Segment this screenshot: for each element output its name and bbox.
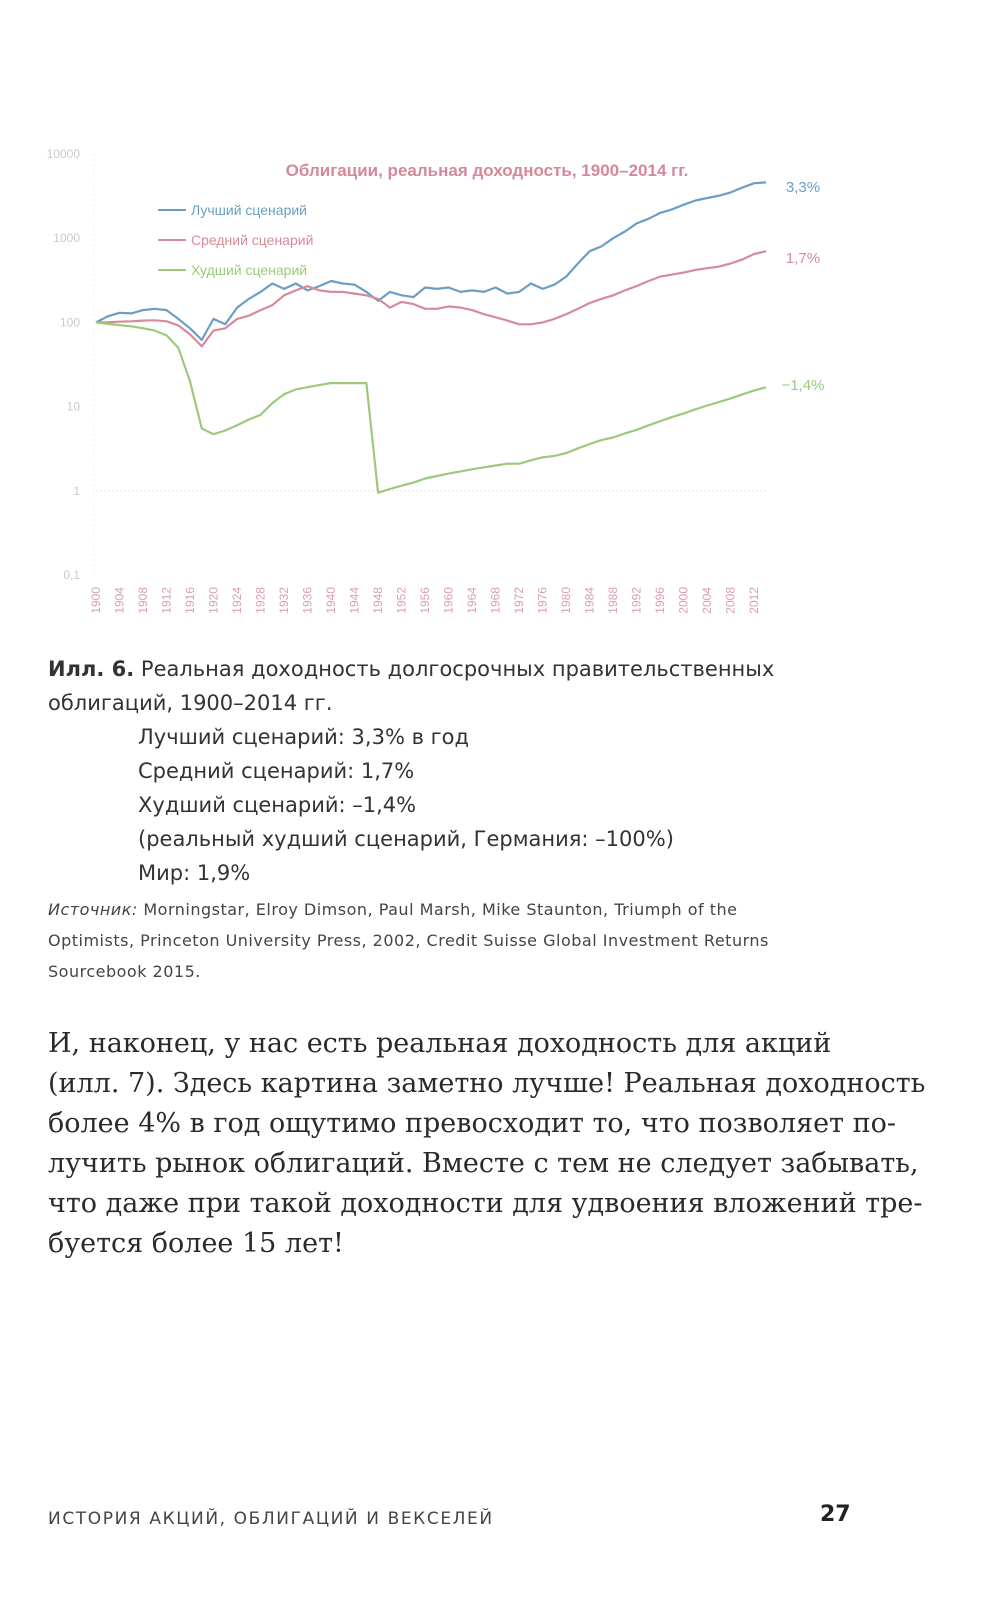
series-end-label: 3,3% xyxy=(785,179,821,196)
x-tick-label: 1952 xyxy=(394,587,409,614)
x-tick-label: 1940 xyxy=(324,587,339,614)
x-tick-label: 1912 xyxy=(159,587,174,614)
x-tick-label: 1956 xyxy=(418,587,433,614)
x-tick-label: 1968 xyxy=(488,587,503,614)
body-line: лучить рынок облигаций. Вместе с тем не следует забывать, xyxy=(48,1148,919,1179)
x-tick-label: 1904 xyxy=(112,587,127,614)
y-tick-label: 1 xyxy=(73,483,80,498)
figure-title-line1: Реальная доходность долгосрочных правительственных xyxy=(140,657,775,681)
legend-label: Худший сценарий xyxy=(191,262,308,278)
x-tick-label: 1916 xyxy=(183,587,198,614)
caption-line: (реальный худший сценарий, Германия: –100%) xyxy=(138,827,674,851)
caption-line: Средний сценарий: 1,7% xyxy=(138,759,415,783)
caption-line: Лучший сценарий: 3,3% в год xyxy=(138,725,470,749)
chart-legend xyxy=(158,202,313,278)
body-line: более 4% в год ощутимо превосходит то, что позволяет по- xyxy=(48,1108,896,1139)
x-tick-label: 2004 xyxy=(700,587,715,614)
body-line: И, наконец, у нас есть реальная доходность для акций xyxy=(48,1028,832,1059)
source-label: Источник: xyxy=(48,900,138,919)
x-tick-label: 2012 xyxy=(747,587,762,614)
x-tick-label: 1964 xyxy=(465,587,480,614)
x-tick-label: 1972 xyxy=(512,587,527,614)
bond-returns-chart xyxy=(0,0,1000,640)
y-tick-label: 10 xyxy=(66,399,80,414)
series-end-label: 1,7% xyxy=(785,250,821,267)
body-line: (илл. 7). Здесь картина заметно лучше! Реальная доходность xyxy=(48,1068,926,1099)
page-number: 27 xyxy=(820,1502,851,1527)
series-end-labels xyxy=(782,179,825,394)
x-tick-label: 1944 xyxy=(347,587,362,614)
chart-series xyxy=(96,182,766,492)
y-tick-label: 100 xyxy=(59,315,80,330)
y-tick-label: 1000 xyxy=(53,231,80,246)
y-tick-label: 10000 xyxy=(46,147,80,161)
series-end-label: −1,4% xyxy=(781,377,825,394)
body-line: буется более 15 лет! xyxy=(48,1228,344,1259)
source-line2: Optimists, Princeton University Press, 2002, Credit Suisse Global Investment Returns xyxy=(48,931,769,950)
x-tick-label: 1988 xyxy=(606,587,621,614)
legend-label: Лучший сценарий xyxy=(191,202,307,218)
running-title: ИСТОРИЯ АКЦИЙ, ОБЛИГАЦИЙ И ВЕКСЕЛЕЙ xyxy=(48,1509,494,1529)
x-tick-label: 1908 xyxy=(136,587,151,614)
x-tick-label: 1920 xyxy=(206,587,221,614)
body-paragraph xyxy=(48,1024,926,1264)
x-axis-ticks xyxy=(89,587,761,614)
x-tick-label: 1976 xyxy=(535,587,550,614)
figure-label: Илл. 6. xyxy=(48,657,135,681)
x-tick-label: 2000 xyxy=(676,587,691,614)
x-tick-label: 1996 xyxy=(653,587,668,614)
x-tick-label: 1984 xyxy=(582,587,597,614)
source-line3: Sourcebook 2015. xyxy=(48,962,201,981)
figure-caption xyxy=(48,652,848,890)
chart-title: Облигации, реальная доходность, 1900–2014 гг. xyxy=(285,161,689,180)
x-tick-label: 1900 xyxy=(89,587,103,614)
body-line: что даже при такой доходности для удвоения вложений тре- xyxy=(48,1188,923,1219)
source-line1: Morningstar, Elroy Dimson, Paul Marsh, Mike Staunton, Triumph of the xyxy=(143,900,738,919)
x-tick-label: 1980 xyxy=(559,587,574,614)
x-tick-label: 1924 xyxy=(230,587,245,614)
figure-source xyxy=(48,894,868,987)
x-tick-label: 1936 xyxy=(300,587,315,614)
x-tick-label: 1960 xyxy=(441,587,456,614)
y-axis-ticks xyxy=(47,147,81,582)
caption-line: Мир: 1,9% xyxy=(138,861,251,885)
series-line-2 xyxy=(96,322,766,492)
caption-line: Худший сценарий: –1,4% xyxy=(138,793,417,817)
x-tick-label: 1932 xyxy=(277,587,292,614)
x-tick-label: 1992 xyxy=(629,587,644,614)
y-tick-label: 0,1 xyxy=(63,568,80,582)
legend-label: Средний сценарий xyxy=(191,232,314,248)
figure-title-line2: облигаций, 1900–2014 гг. xyxy=(48,691,333,715)
x-tick-label: 2008 xyxy=(723,587,738,614)
x-tick-label: 1948 xyxy=(371,587,386,614)
x-tick-label: 1928 xyxy=(253,587,268,614)
